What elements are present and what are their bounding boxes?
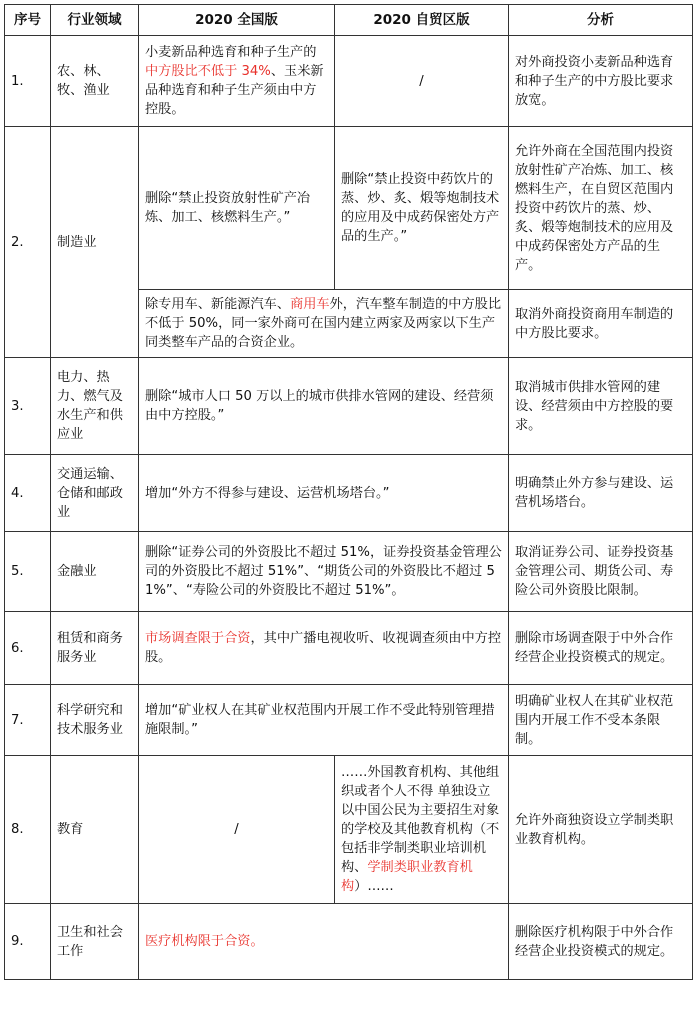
ftz-text: ……外国教育机构、其他组织或者个人不得 单独设立以中国公民为主要招生对象的学校及其他教育机构（不包括非学制类职业培训机构、 bbox=[341, 765, 500, 875]
national-cell: 删除“禁止投资放射性矿产冶炼、加工、核燃料生产。” bbox=[139, 127, 335, 290]
header-national: 2020 全国版 bbox=[139, 5, 335, 36]
analysis-cell: 允许外商独资设立学制类职业教育机构。 bbox=[509, 756, 693, 904]
highlight-text: 中方股比不低于 34% bbox=[145, 64, 271, 79]
combined-cell bbox=[139, 612, 509, 685]
analysis-cell: 明确禁止外方参与建设、运营机场塔台。 bbox=[509, 455, 693, 532]
sector-cell: 农、林、牧、渔业 bbox=[51, 36, 139, 127]
highlight-text: 商用车 bbox=[290, 297, 330, 312]
table-row bbox=[5, 532, 693, 612]
sector-cell: 交通运输、仓储和邮政业 bbox=[51, 455, 139, 532]
table-row bbox=[5, 685, 693, 756]
row-number: 3. bbox=[5, 358, 51, 455]
table-row bbox=[5, 612, 693, 685]
combined-text: ，其中广播电视收听、收视调查须由中方控股。 bbox=[145, 631, 502, 665]
analysis-cell: 取消外商投资商用车制造的中方股比要求。 bbox=[509, 290, 693, 358]
highlight-text: 学制类职业教育机构 bbox=[341, 860, 473, 894]
combined-text: 除专用车、新能源汽车、 bbox=[145, 297, 291, 312]
header-num: 序号 bbox=[5, 5, 51, 36]
combined-cell: 增加“矿业权人在其矿业权范围内开展工作不受此特别管理措施限制。” bbox=[139, 685, 509, 756]
combined-cell: 增加“外方不得参与建设、运营机场塔台。” bbox=[139, 455, 509, 532]
sector-cell: 金融业 bbox=[51, 532, 139, 612]
sector-cell: 科学研究和技术服务业 bbox=[51, 685, 139, 756]
header-analysis: 分析 bbox=[509, 5, 693, 36]
header-sector: 行业领域 bbox=[51, 5, 139, 36]
row-number: 1. bbox=[5, 36, 51, 127]
sector-cell: 电力、热力、燃气及水生产和供应业 bbox=[51, 358, 139, 455]
comparison-table bbox=[4, 4, 693, 980]
combined-cell bbox=[139, 290, 509, 358]
national-cell: / bbox=[139, 756, 335, 904]
analysis-cell: 明确矿业权人在其矿业权范围内开展工作不受本条限制。 bbox=[509, 685, 693, 756]
analysis-cell: 取消证券公司、证券投资基金管理公司、期货公司、寿险公司外资股比限制。 bbox=[509, 532, 693, 612]
table-row bbox=[5, 455, 693, 532]
analysis-cell: 对外商投资小麦新品种选育和种子生产的中方股比要求放宽。 bbox=[509, 36, 693, 127]
highlight-text: 市场调查限于合资 bbox=[145, 631, 251, 646]
combined-text: 外，汽车整车制造的中方股比不低于 50%，同一家外商可在国内建立两家及两家以下生产同类整车产品的合资企业。 bbox=[145, 297, 502, 350]
row-number: 4. bbox=[5, 455, 51, 532]
sector-cell: 制造业 bbox=[51, 127, 139, 358]
table-row bbox=[5, 127, 693, 290]
row-number: 5. bbox=[5, 532, 51, 612]
row-number: 6. bbox=[5, 612, 51, 685]
table-row bbox=[5, 358, 693, 455]
sector-cell: 卫生和社会工作 bbox=[51, 904, 139, 980]
row-number: 2. bbox=[5, 127, 51, 358]
row-number: 8. bbox=[5, 756, 51, 904]
row-number: 9. bbox=[5, 904, 51, 980]
table-row bbox=[5, 756, 693, 904]
highlight-text: 医疗机构限于合资。 bbox=[145, 934, 264, 949]
ftz-cell bbox=[335, 756, 509, 904]
national-text: 小麦新品种选育和种子生产的 bbox=[145, 45, 317, 60]
sector-cell: 租赁和商务服务业 bbox=[51, 612, 139, 685]
analysis-cell: 删除市场调查限于中外合作经营企业投资模式的规定。 bbox=[509, 612, 693, 685]
table-row bbox=[5, 36, 693, 127]
sector-cell: 教育 bbox=[51, 756, 139, 904]
analysis-cell: 取消城市供排水管网的建设、经营须由中方控股的要求。 bbox=[509, 358, 693, 455]
header-ftz: 2020 自贸区版 bbox=[335, 5, 509, 36]
ftz-text: ）…… bbox=[354, 879, 394, 894]
row-number: 7. bbox=[5, 685, 51, 756]
header-row bbox=[5, 5, 693, 36]
combined-cell: 删除“城市人口 50 万以上的城市供排水管网的建设、经营须由中方控股。” bbox=[139, 358, 509, 455]
table-row bbox=[5, 904, 693, 980]
national-text: 、玉米新品种选育和种子生产须由中方控股。 bbox=[145, 64, 324, 117]
ftz-cell: 删除“禁止投资中药饮片的蒸、炒、炙、煅等炮制技术的应用及中成药保密处方产品的生产。” bbox=[335, 127, 509, 290]
analysis-cell: 删除医疗机构限于中外合作经营企业投资模式的规定。 bbox=[509, 904, 693, 980]
combined-cell bbox=[139, 904, 509, 980]
analysis-cell: 允许外商在全国范围内投资放射性矿产冶炼、加工、核燃料生产，在自贸区范围内投资中药饮片的蒸、炒、炙、煅等炮制技术的应用及中成药保密处方产品的生产。 bbox=[509, 127, 693, 290]
ftz-cell: / bbox=[335, 36, 509, 127]
national-cell bbox=[139, 36, 335, 127]
combined-cell: 删除“证券公司的外资股比不超过 51%，证券投资基金管理公司的外资股比不超过 51%”、“期货公司的外资股比不超过 51%”、“寿险公司的外资股比不超过 51%”。 bbox=[139, 532, 509, 612]
